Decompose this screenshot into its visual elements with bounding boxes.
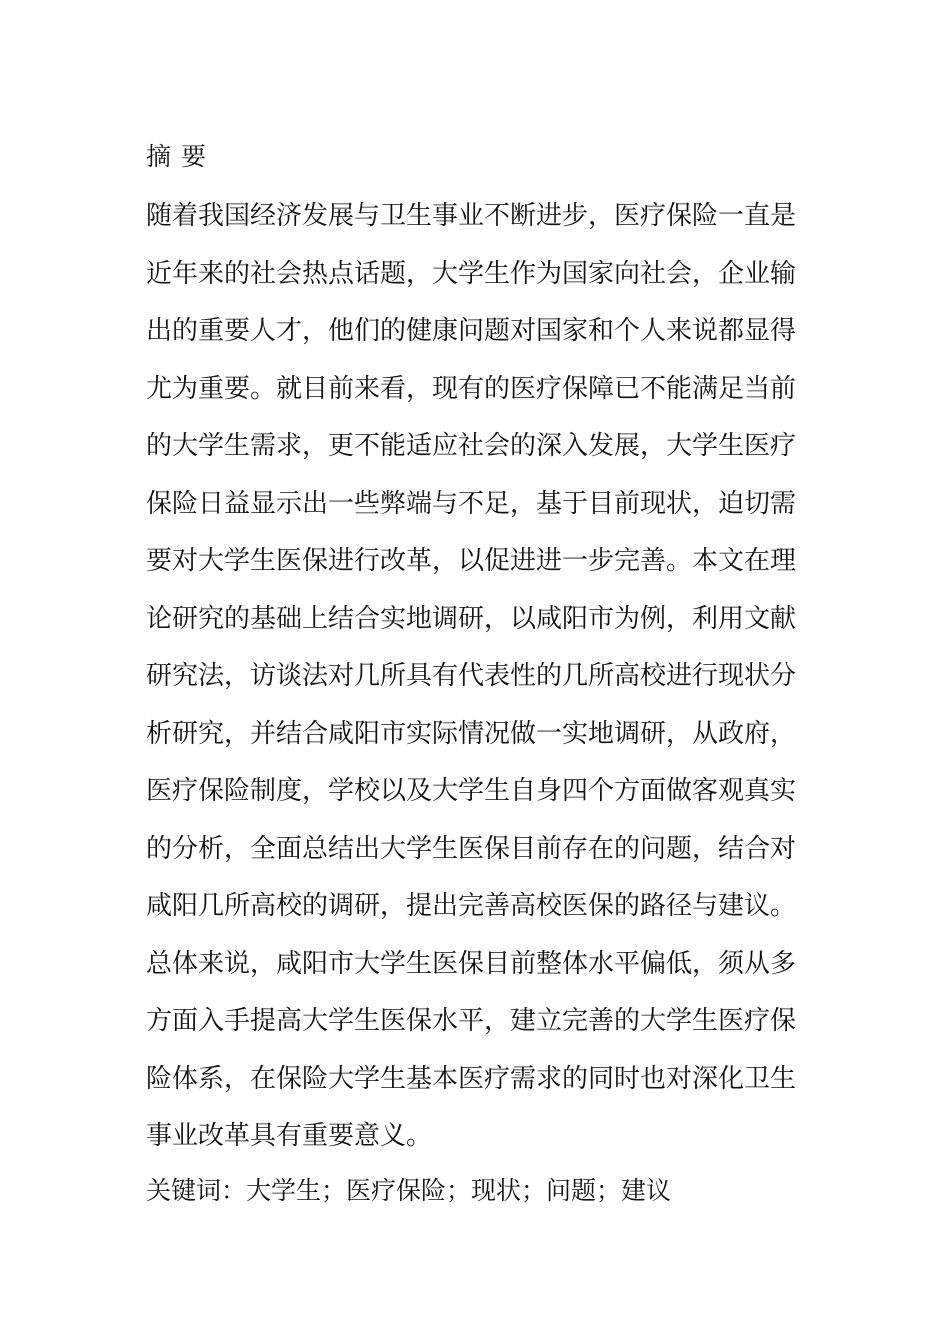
abstract-line: 近年来的社会热点话题，大学生作为国家向社会，企业输 [146, 258, 797, 289]
abstract-line: 咸阳几所高校的调研，提出完善高校医保的路径与建议。 [146, 891, 797, 921]
abstract-line: 的分析，全面总结出大学生医保目前存在的问题，结合对 [146, 833, 797, 864]
abstract-body [146, 196, 806, 1174]
abstract-line: 保险日益显示出一些弊端与不足，基于目前现状，迫切需 [146, 488, 797, 519]
abstract-line: 析研究，并结合咸阳市实际情况做一实地调研，从政府， [146, 718, 797, 749]
abstract-line: 随着我国经济发展与卫生事业不断进步，医疗保险一直是 [146, 201, 797, 231]
abstract-line: 出的重要人才，他们的健康问题对国家和个人来说都显得 [146, 316, 797, 346]
abstract-line: 医疗保险制度，学校以及大学生自身四个方面做客观真实 [146, 776, 797, 806]
abstract-line: 研究法，访谈法对几所具有代表性的几所高校进行现状分 [146, 661, 797, 691]
abstract-line: 险体系，在保险大学生基本医疗需求的同时也对深化卫生 [146, 1063, 797, 1094]
abstract-line: 的大学生需求，更不能适应社会的深入发展，大学生医疗 [146, 431, 797, 461]
abstract-line: 事业改革具有重要意义。 [146, 1121, 433, 1151]
abstract-line: 方面入手提高大学生医保水平，建立完善的大学生医疗保 [146, 1006, 797, 1036]
abstract-line: 尤为重要。就目前来看，现有的医疗保障已不能满足当前 [146, 373, 797, 404]
keywords-line: 关键词：大学生；医疗保险；现状；问题；建议 [146, 1176, 672, 1205]
abstract-line: 总体来说，咸阳市大学生医保目前整体水平偏低，须从多 [146, 948, 797, 979]
abstract-line: 论研究的基础上结合实地调研，以咸阳市为例，利用文献 [146, 603, 797, 634]
abstract-heading: 摘要 [146, 142, 217, 171]
abstract-line: 要对大学生医保进行改革，以促进进一步完善。本文在理 [146, 546, 797, 576]
